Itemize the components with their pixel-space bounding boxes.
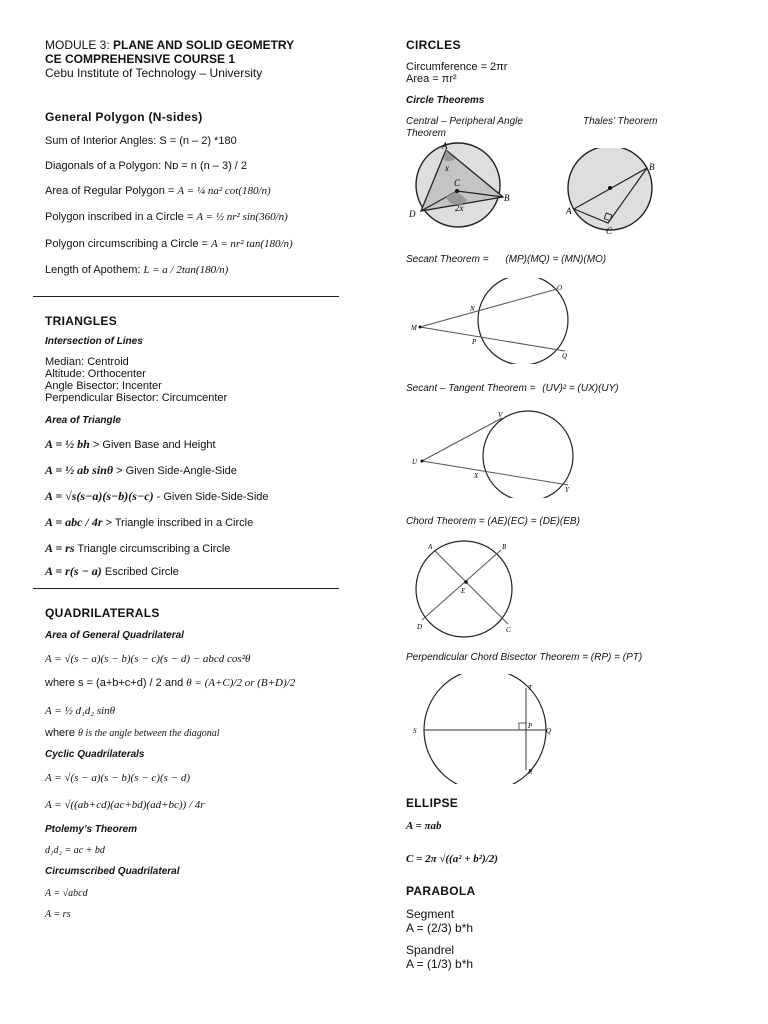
label-a: A [566, 206, 572, 216]
label-c: C [454, 178, 461, 188]
label-m: M [411, 324, 417, 332]
where2-formula: θ is the angle between the diagonal [78, 728, 220, 739]
module-name: PLANE AND SOLID GEOMETRY [113, 38, 295, 52]
where1-formula: θ = (A+C)/2 or (B+D)/2 [186, 677, 296, 689]
module-title [45, 38, 294, 52]
label-p: P [528, 722, 533, 730]
secant-line-mq [420, 327, 565, 351]
secant-tangent-line [406, 383, 619, 394]
area-regular-label: Area of Regular Polygon = [45, 185, 178, 197]
segment-label: Segment [406, 907, 455, 921]
label-c: C [606, 226, 613, 236]
circle-theorems-subtitle: Circle Theorems [406, 95, 485, 106]
label-n: N [470, 305, 475, 313]
secant-circle [478, 278, 568, 364]
point-e [464, 580, 468, 584]
triangle-formula-6 [45, 565, 179, 579]
tangent-circle [483, 411, 573, 498]
secant-formula: (MP)(MQ) = (MN)(MO) [505, 254, 607, 265]
label-s: S [413, 727, 417, 735]
perp-bisector-line: Perpendicular Bisector: Circumcenter [45, 392, 228, 404]
diagonal-area-formula: A = ½ d₁d₂ sinθ [45, 705, 116, 717]
label-p: P [472, 338, 477, 346]
module-prefix: MODULE 3: [45, 38, 114, 52]
tri-f2-formula: A = ½ ab sinθ [45, 463, 114, 477]
ellipse-circumference-formula: C = 2π √((a² + b²)/2) [406, 853, 498, 865]
tri-f4-formula: A = abc / 4r [45, 515, 103, 529]
secant-label: Secant Theorem = [406, 254, 489, 265]
triangle-formula-1 [45, 438, 216, 452]
label-b: B [502, 543, 507, 551]
secant-tangent-diagram [405, 408, 585, 498]
circle-area-text: Area = πr² [406, 73, 457, 85]
sum-angles-text: Sum of Interior Angles: S = (n – 2) *180 [45, 135, 237, 147]
secant-line-mo [420, 289, 557, 327]
point-m [419, 326, 422, 329]
tri-f5-formula: A = rs [45, 541, 75, 555]
area-regular-polygon [45, 185, 271, 198]
triangle-formula-2 [45, 464, 237, 478]
ptolemy-subtitle: Ptolemy’s Theorem [45, 824, 138, 835]
triangles-section-title: TRIANGLES [45, 314, 118, 328]
tri-f6-desc: Escribed Circle [104, 566, 179, 578]
label-2x: 2x [455, 203, 464, 213]
tri-f1-desc: > Given Base and Height [92, 439, 216, 451]
altitude-line: Altitude: Orthocenter [45, 368, 146, 380]
parabola-section-title: PARABOLA [406, 884, 476, 898]
triangle-formula-4 [45, 516, 253, 530]
label-b: B [649, 162, 655, 172]
circumference-text: Circumference = 2πr [406, 61, 508, 73]
triangle-formula-5 [45, 542, 230, 556]
divider-polygon [33, 296, 339, 297]
perpendicular-chord-diagram [405, 674, 565, 784]
label-t: T [528, 684, 532, 692]
secant-theorem-line [406, 254, 606, 265]
where2-text: where [45, 727, 79, 739]
circumscribed-formula-2: A = rs [45, 909, 71, 920]
circumscribing-label: Polygon circumscribing a Circle = [45, 238, 211, 250]
label-q: Q [546, 727, 552, 735]
thales-label: Thales’ Theorem [583, 116, 658, 127]
circumscribed-quad-subtitle: Circumscribed Quadrilateral [45, 866, 180, 877]
circumscribed-formula-1: A = √abcd [45, 888, 88, 899]
polygon-circumscribing [45, 238, 293, 251]
circles-section-title: CIRCLES [406, 38, 461, 52]
central-angle-diagram [400, 138, 525, 228]
bisector-line: Angle Bisector: Incenter [45, 380, 162, 392]
inscribed-label: Polygon inscribed in a Circle = [45, 211, 197, 223]
label-u: U [412, 458, 418, 466]
where-s-line [45, 677, 295, 690]
polygon-section-title: General Polygon (N-sides) [45, 110, 203, 124]
label-d: D [409, 209, 416, 219]
apothem-length [45, 264, 228, 277]
label-v: V [498, 411, 503, 419]
right-angle-mark [519, 723, 526, 730]
perpendicular-chord-label: Perpendicular Chord Bisector Theorem = (RP) = (PT) [406, 652, 643, 663]
spandrel-formula: A = (1/3) b*h [406, 957, 474, 971]
tri-f3-desc: - Given Side-Side-Side [156, 491, 269, 503]
intersection-subtitle: Intersection of Lines [45, 336, 143, 347]
chord-diagram [405, 538, 525, 638]
label-b: B [504, 193, 510, 203]
triangle-formula-3 [45, 490, 269, 504]
course-name: CE COMPREHENSIVE COURSE 1 [45, 52, 236, 66]
spandrel-label: Spandrel [406, 943, 455, 957]
label-d: D [417, 623, 423, 631]
chord-ac [434, 550, 508, 624]
chord-bd [422, 550, 501, 620]
segment-formula: A = (2/3) b*h [406, 921, 474, 935]
circumscribing-formula: A = nr² tan(180/n) [210, 238, 293, 250]
apothem-label: Length of Apothem: [45, 264, 144, 276]
cyclic-formula-1: A = √(s − a)(s − b)(s − c)(s − d) [45, 772, 190, 784]
area-triangle-subtitle: Area of Triangle [45, 415, 121, 426]
tri-f6-formula: A = r(s − a) [45, 564, 102, 578]
area-regular-formula: A = ¼ na² cot(180/n) [177, 185, 271, 197]
central-peripheral-label: Central – Peripheral Angle Theorem [406, 116, 523, 139]
cyclic-quad-subtitle: Cyclic Quadrilaterals [45, 749, 145, 760]
where1-text: where s = (a+b+c+d) / 2 and [45, 677, 187, 689]
ellipse-section-title: ELLIPSE [406, 796, 459, 810]
label-r: R [528, 768, 533, 776]
center-point [455, 189, 459, 193]
label-x: X [474, 472, 479, 480]
divider-triangles [33, 588, 339, 589]
tri-f1-formula: A = ½ bh [45, 437, 90, 451]
tangent-line-uv [422, 418, 502, 461]
label-x: x [445, 163, 449, 173]
median-line: Median: Centroid [45, 356, 129, 368]
label-q: Q [562, 352, 568, 360]
point-u [421, 460, 424, 463]
thales-diagram [560, 148, 665, 238]
secant-diagram [405, 278, 585, 364]
secant-tangent-label: Secant – Tangent Theorem = [406, 383, 536, 394]
tri-f5-desc: Triangle circumscribing a Circle [77, 543, 231, 555]
secant-tangent-formula: (UV)² = (UX)(UY) [542, 383, 619, 394]
ptolemy-formula: d₁d₂ = ac + bd [45, 845, 105, 856]
label-a: A [442, 141, 448, 151]
ellipse-area-formula: A = πab [406, 820, 442, 832]
thales-center [608, 186, 612, 190]
general-quad-formula: A = √(s − a)(s − b)(s − c)(s − d) − abcd cos²θ [45, 653, 251, 665]
cyclic-formula-2: A = √((ab+cd)(ac+bd)(ad+bc)) / 4r [45, 799, 205, 811]
quadrilaterals-section-title: QUADRILATERALS [45, 606, 160, 620]
label-e: E [461, 587, 466, 595]
apothem-formula: L = a / 2tan(180/n) [143, 264, 229, 276]
chord-theorem-label: Chord Theorem = (AE)(EC) = (DE)(EB) [406, 516, 580, 527]
diagonals-text: Diagonals of a Polygon: Nᴅ = n (n – 3) / 2 [45, 160, 248, 172]
polygon-inscribed [45, 211, 288, 224]
tri-f3-formula: A = √s(s−a)(s−b)(s−c) [45, 489, 154, 503]
tri-f2-desc: > Given Side-Angle-Side [116, 465, 237, 477]
general-quad-subtitle: Area of General Quadrilateral [45, 630, 184, 641]
secant-line-uy [422, 461, 568, 485]
label-o: O [557, 284, 563, 292]
label-a: A [428, 543, 433, 551]
label-y: Y [565, 486, 569, 494]
where-theta-line [45, 727, 220, 740]
school-name: Cebu Institute of Technology – University [45, 66, 263, 80]
tri-f4-desc: > Triangle inscribed in a Circle [105, 517, 254, 529]
label-c: C [506, 626, 511, 634]
inscribed-formula: A = ½ nr² sin(360/n) [196, 211, 288, 223]
